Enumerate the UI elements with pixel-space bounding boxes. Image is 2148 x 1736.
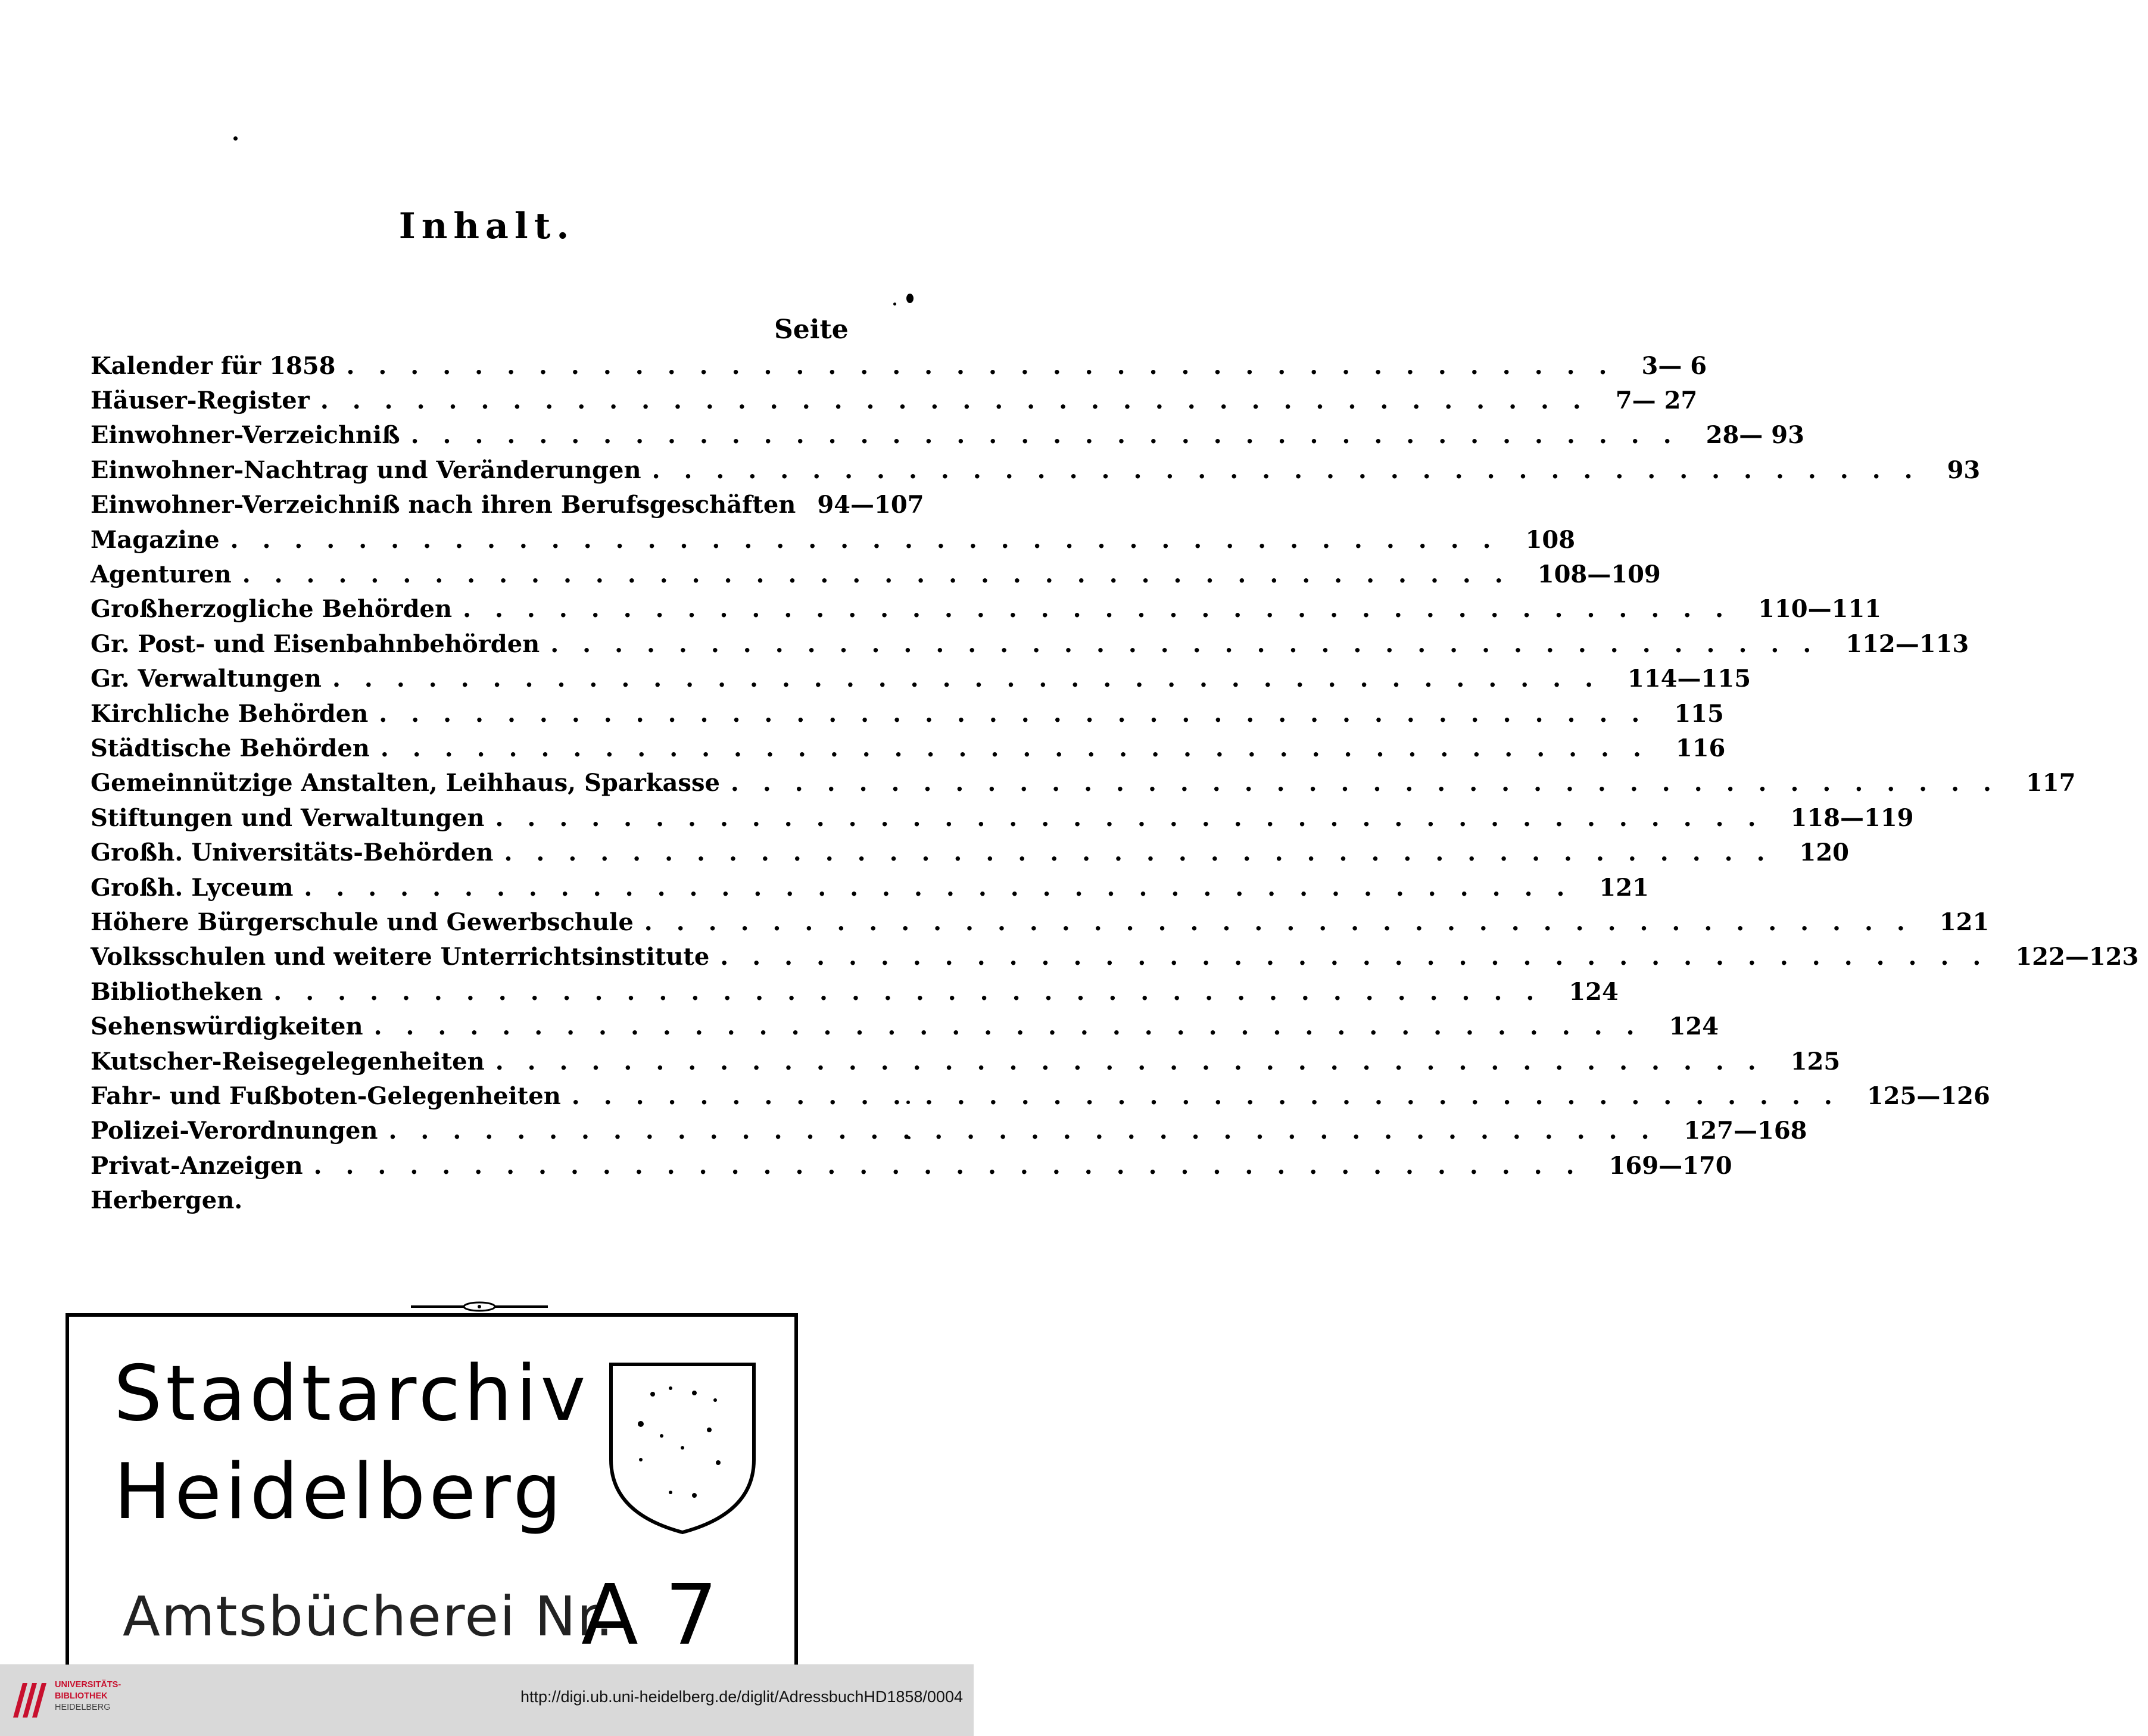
toc-entry <box>91 940 2139 974</box>
toc-leader-dots: ........................................ <box>313 1151 1598 1180</box>
ink-speck <box>906 294 914 303</box>
toc-entry-pages: 116 <box>1675 734 1726 762</box>
toc-entry-label: Städtische Behörden <box>91 734 370 762</box>
toc-entry <box>91 1044 1841 1079</box>
toc-leader-dots: ........................................ <box>651 456 1937 484</box>
toc-entry <box>91 800 1914 835</box>
toc-entry-pages: 112—113 <box>1845 629 1969 658</box>
toc-entry-pages: 117 <box>2025 769 2076 797</box>
toc-leader-dots: ........................................ <box>230 525 1515 554</box>
page-column-header: Seite <box>774 314 849 345</box>
library-name <box>55 1679 121 1713</box>
toc-entry <box>91 1079 1990 1113</box>
toc-leader-dots: ........................................ <box>379 699 1664 728</box>
toc-leader-dots: ........................................ <box>320 387 1605 415</box>
toc-entry-label: Großherzogliche Behörden <box>91 595 453 624</box>
toc-entry <box>91 383 1698 417</box>
toc-entry-pages: 124 <box>1569 977 1619 1006</box>
toc-entry-label: Großh. Lyceum <box>91 873 294 902</box>
toc-entry-label: Kirchliche Behörden <box>91 699 369 728</box>
toc-entry-label: Agenturen <box>91 560 232 589</box>
toc-entry-label: Privat-Anzeigen <box>91 1151 303 1180</box>
permalink-url[interactable]: http://digi.ub.uni-heidelberg.de/diglit/AdressbuchHD1858/0004 <box>520 1688 963 1706</box>
toc-entry-pages: 125 <box>1790 1047 1841 1076</box>
library-name-line-1: UNIVERSITÄTS- <box>55 1680 121 1690</box>
toc-entry <box>91 522 1576 557</box>
toc-entry-pages: 169—170 <box>1608 1151 1732 1180</box>
toc-entry-pages: 125—126 <box>1866 1082 1990 1110</box>
toc-entry-pages: 28— 93 <box>1706 421 1804 450</box>
library-name-line-3: HEIDELBERG <box>55 1703 111 1712</box>
toc-entry-pages: 121 <box>1939 908 1990 936</box>
toc-entry <box>91 1114 1807 1148</box>
toc-entry <box>91 870 1649 905</box>
toc-entry-label: Sehenswürdigkeiten <box>91 1012 363 1041</box>
toc-entry <box>91 974 1619 1009</box>
toc-entry-label: Herbergen. <box>91 1186 243 1215</box>
library-name-line-2: BIBLIOTHEK <box>55 1691 108 1701</box>
toc-entry-pages: 7— 27 <box>1615 387 1698 415</box>
toc-entry-label: Einwohner-Verzeichniß nach ihren Berufsgeschäften <box>91 491 796 519</box>
toc-entry-pages: 108 <box>1525 525 1576 554</box>
page-title: Inhalt. <box>398 205 575 247</box>
toc-entry-pages: 122—123 <box>2015 943 2139 971</box>
toc-entry <box>91 731 1726 765</box>
toc-entry <box>91 1009 1719 1043</box>
toc-entry-label: Gr. Verwaltungen <box>91 665 322 693</box>
toc-entry <box>91 905 1990 939</box>
toc-leader-dots: ........................................ <box>571 1082 1856 1110</box>
toc-entry <box>91 453 1981 487</box>
toc-entry-label: Fahr- und Fußboten-Gelegenheiten <box>91 1082 561 1110</box>
coat-of-arms-icon <box>605 1358 760 1537</box>
toc-entry-pages: 108—109 <box>1537 560 1661 589</box>
toc-entry <box>91 557 1661 591</box>
ink-speck <box>233 136 238 141</box>
toc-leader-dots: ........................................ <box>410 421 1695 450</box>
toc-entry <box>91 1148 1732 1183</box>
toc-entry-pages: 124 <box>1669 1012 1719 1041</box>
toc-entry-pages: 110—111 <box>1758 595 1882 624</box>
toc-entry-label: Höhere Bürgerschule und Gewerbschule <box>91 908 634 936</box>
toc-entry <box>91 592 1882 627</box>
toc-leader-dots: ........................................ <box>495 1047 1780 1076</box>
toc-entry-pages: 115 <box>1674 699 1724 728</box>
toc-leader-dots: ........................................ <box>495 803 1780 832</box>
toc-leader-dots: ........................................ <box>273 977 1558 1006</box>
archive-stamp <box>66 1313 798 1682</box>
toc-entry-pages: 121 <box>1599 873 1649 902</box>
toc-entry <box>91 696 1724 731</box>
toc-leader-dots: ........................................ <box>644 908 1929 936</box>
toc-entry <box>91 627 1969 661</box>
toc-leader-dots: ........................................ <box>380 734 1665 762</box>
toc-entry <box>91 418 1804 453</box>
toc-entry-label: Gr. Post- und Eisenbahnbehörden <box>91 629 540 658</box>
toc-entry-label: Gemeinnützige Anstalten, Leihhaus, Sparkasse <box>91 769 720 797</box>
toc-entry-pages: 114—115 <box>1628 665 1751 693</box>
toc-leader-dots: ........................................ <box>504 839 1789 867</box>
table-of-contents <box>91 348 2139 1218</box>
toc-entry-label: Stiftungen und Verwaltungen <box>91 803 485 832</box>
toc-entry-label: Einwohner-Verzeichniß <box>91 421 400 450</box>
stamp-line-3: Amtsbücherei Nr. <box>123 1585 615 1648</box>
toc-entry-pages: 94—107 <box>817 491 924 519</box>
toc-entry <box>91 835 1849 869</box>
toc-leader-dots: ........................................ <box>346 351 1631 380</box>
toc-leader-dots: ........................................ <box>720 943 2005 971</box>
toc-entry-label: Kutscher-Reisegelegenheiten <box>91 1047 485 1076</box>
toc-entry-label: Polizei-Verordnungen <box>91 1117 378 1145</box>
toc-entry <box>91 766 2076 800</box>
toc-leader-dots: ........................................ <box>304 873 1589 902</box>
toc-leader-dots: ........................................ <box>730 769 2015 797</box>
toc-entry <box>91 662 1751 696</box>
toc-entry-label: Einwohner-Nachtrag und Veränderungen <box>91 456 641 484</box>
stamp-line-1: Stadtarchiv <box>114 1349 590 1438</box>
toc-entry-pages: 93 <box>1947 456 1981 484</box>
toc-entry-label: Kalender für 1858 <box>91 351 336 380</box>
toc-entry <box>91 488 924 522</box>
toc-entry-label: Bibliotheken <box>91 977 263 1006</box>
toc-leader-dots: ........................................ <box>550 629 1835 658</box>
toc-entry-pages: 127—168 <box>1684 1117 1807 1145</box>
stamp-number: A 7 <box>581 1567 718 1664</box>
toc-entry <box>91 348 1707 383</box>
toc-entry <box>91 1183 883 1217</box>
stamp-line-2: Heidelberg <box>114 1448 565 1536</box>
toc-entry-pages: 3— 6 <box>1641 351 1707 380</box>
toc-entry-pages: 118—119 <box>1790 803 1914 832</box>
viewer-footer <box>0 1665 974 1736</box>
ink-speck <box>893 303 896 306</box>
toc-entry-pages: 120 <box>1799 839 1849 867</box>
toc-entry-label: Magazine <box>91 525 220 554</box>
toc-entry-label: Volksschulen und weitere Unterrichtsinstitute <box>91 943 710 971</box>
toc-entry-label: Großh. Universitäts-Behörden <box>91 839 494 867</box>
toc-leader-dots: ........................................ <box>463 595 1748 624</box>
toc-entry-label: Häuser-Register <box>91 387 310 415</box>
university-library-logo-icon <box>10 1678 49 1721</box>
toc-leader-dots: ........................................ <box>373 1012 1658 1041</box>
toc-leader-dots: ........................................ <box>332 665 1617 693</box>
toc-leader-dots: ........................................ <box>242 560 1527 589</box>
toc-leader-dots: ........................................ <box>388 1117 1673 1145</box>
ornament-divider <box>411 1302 548 1311</box>
